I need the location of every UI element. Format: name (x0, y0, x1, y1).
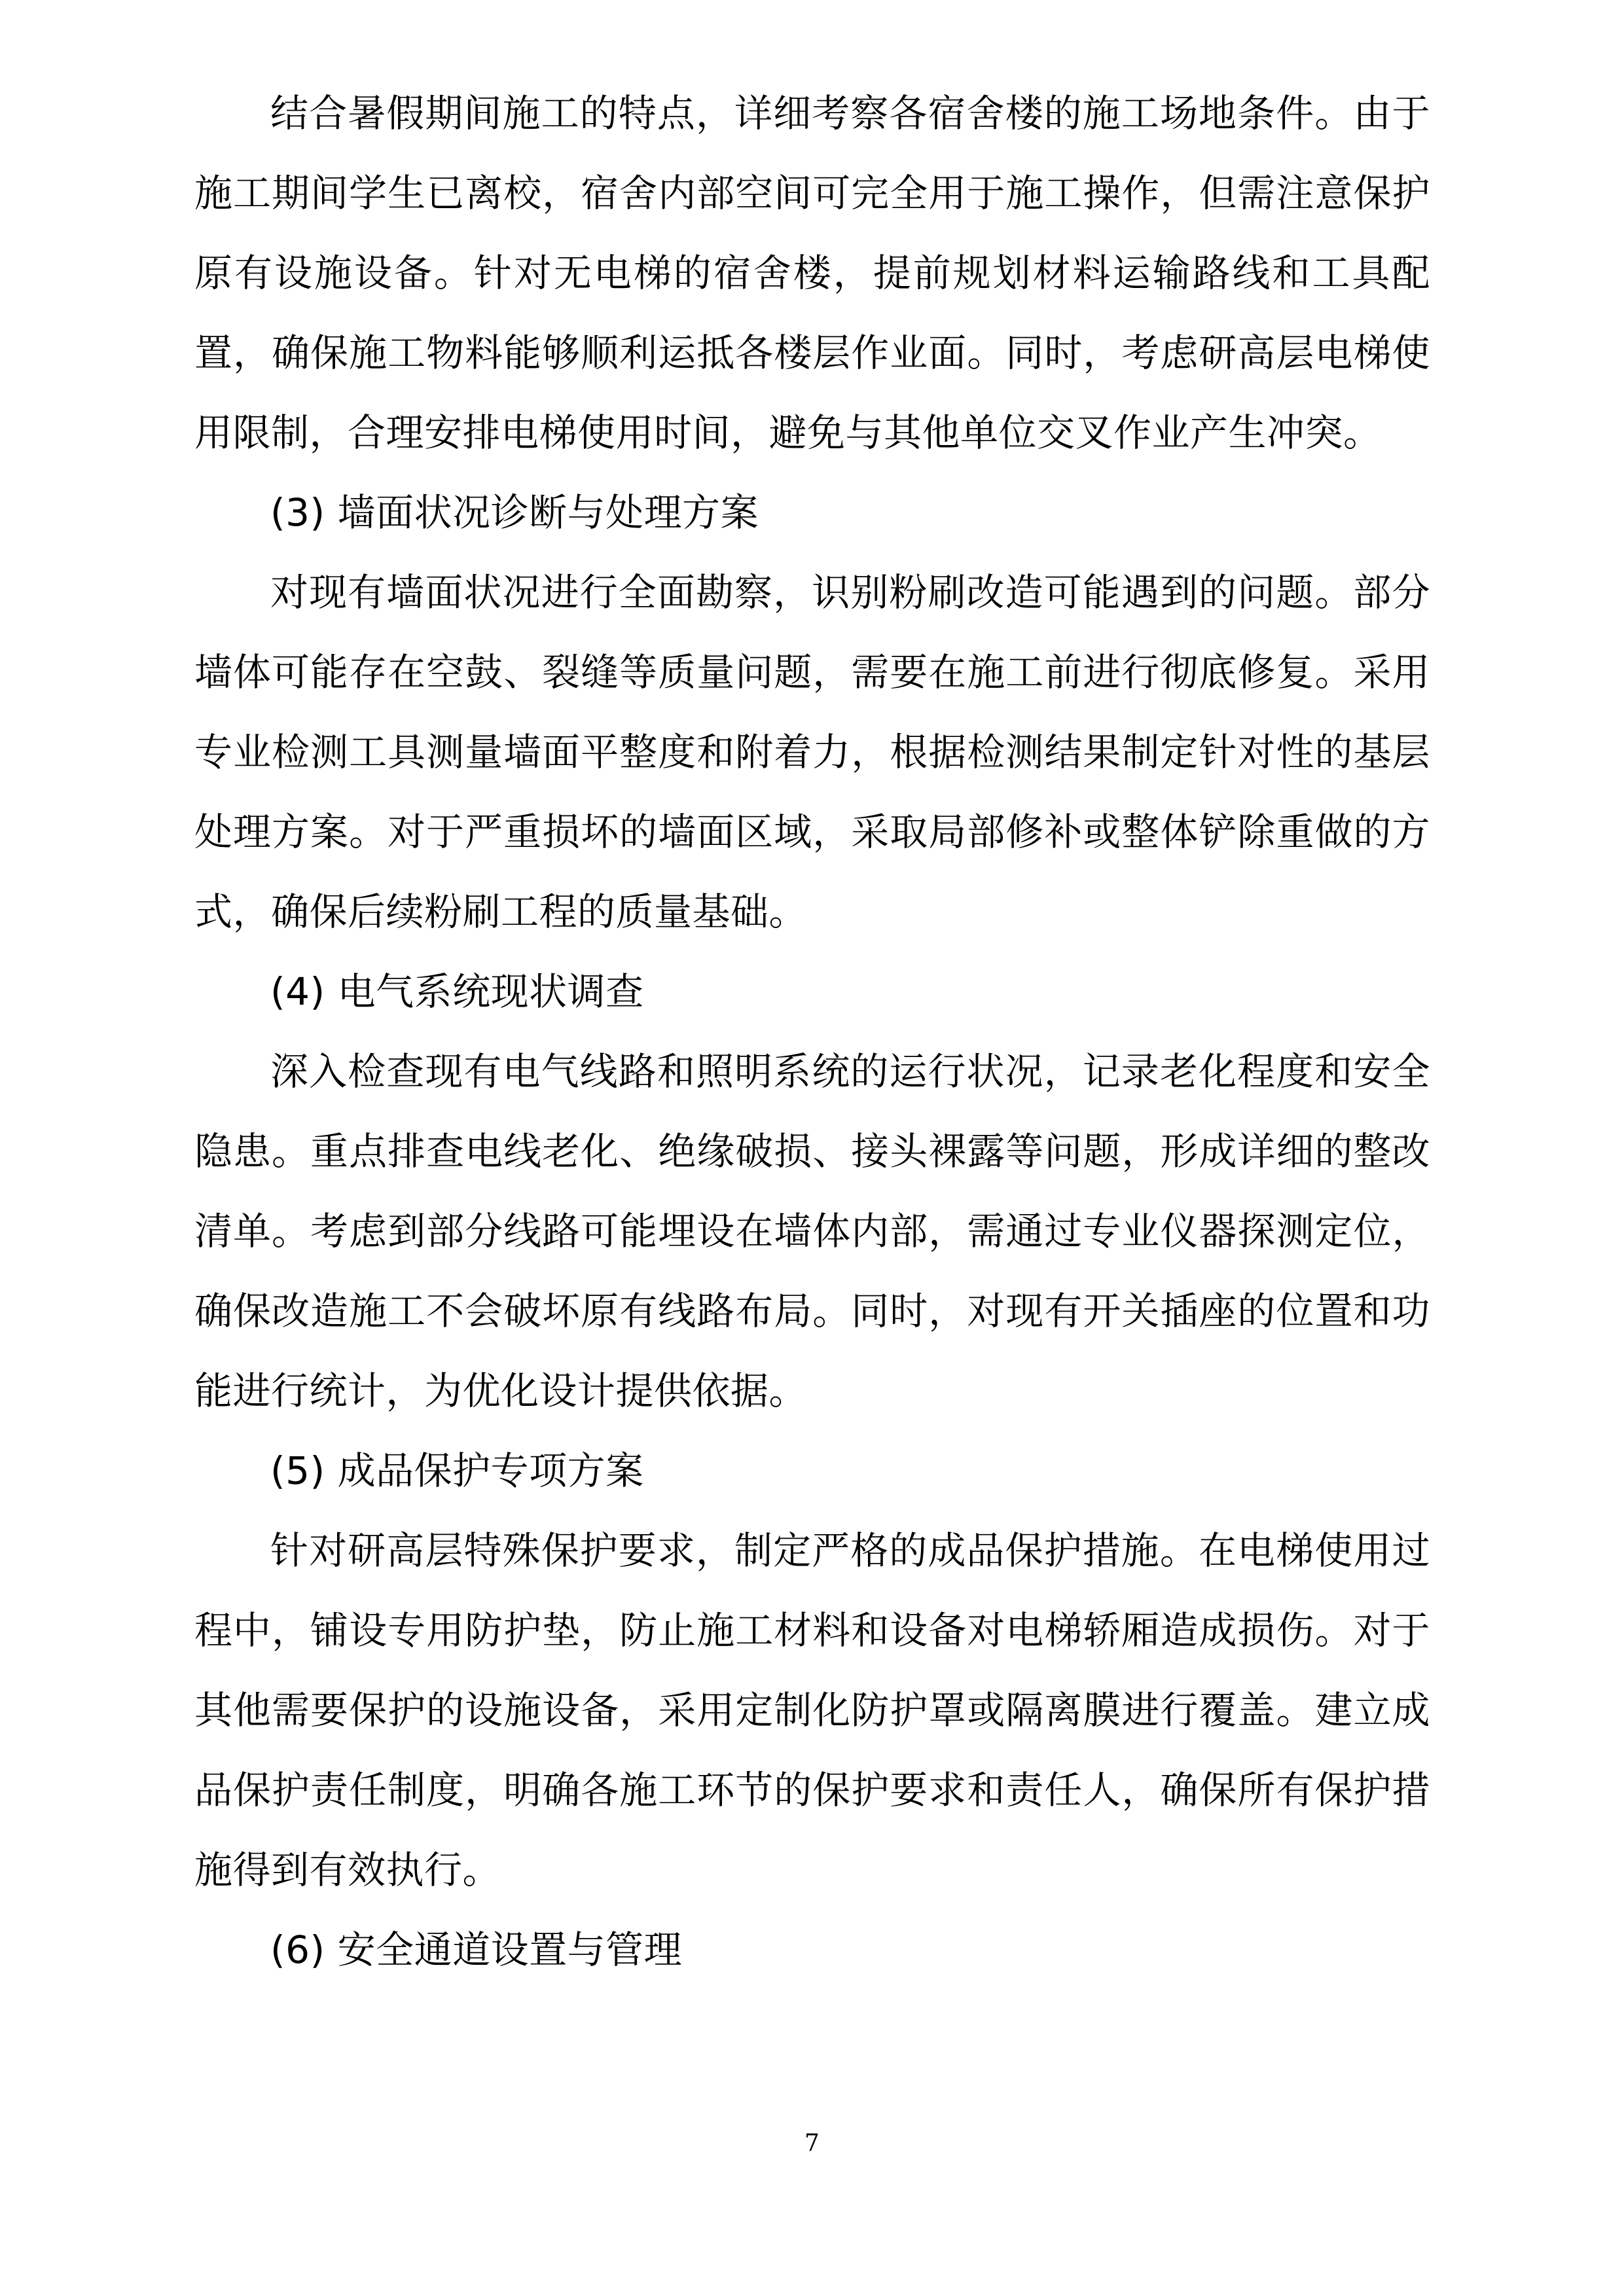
page-number: 7 (804, 2130, 820, 2157)
section-heading-6: (6) 安全通道设置与管理 (270, 1928, 683, 1972)
section-heading-5: (5) 成品保护专项方案 (270, 1448, 644, 1493)
paragraph-wall-diagnosis: 对现有墙面状况进行全面勘察，识别粉刷改造可能遇到的问题。部分墙体可能存在空鼓、裂缝等质量问题，需要在施工前进行彻底修复。采用专业检测工具测量墙面平整度和附着力，根据检测结果制定针对性的基层处理方案。对于严重损坏的墙面区域，采取局部修补或整体铲除重做的方式，确保后续粉刷工程的质量基础。 (194, 570, 1430, 934)
paragraph-electrical-survey: 深入检查现有电气线路和照明系统的运行状况，记录老化程度和安全隐患。重点排查电线老化、绝缘破损、接头裸露等问题，形成详细的整改清单。考虑到部分线路可能埋设在墙体内部，需通过专业仪器探测定位，确保改造施工不会破坏原有线路布局。同时，对现有开关插座的位置和功能进行统计，为优化设计提供依据。 (194, 1049, 1430, 1413)
document-body (194, 73, 1430, 1990)
paragraph-product-protection: 针对研高层特殊保护要求，制定严格的成品保护措施。在电梯使用过程中，铺设专用防护垫，防止施工材料和设备对电梯轿厢造成损伤。对于其他需要保护的设施设备，采用定制化防护罩或隔离膜进行覆盖。建立成品保护责任制度，明确各施工环节的保护要求和责任人，确保所有保护措施得到有效执行。 (194, 1528, 1430, 1892)
section-heading-3: (3) 墙面状况诊断与处理方案 (270, 490, 759, 535)
paragraph-site-conditions: 结合暑假期间施工的特点，详细考察各宿舍楼的施工场地条件。由于施工期间学生已离校，宿舍内部空间可完全用于施工操作，但需注意保护原有设施设备。针对无电梯的宿舍楼，提前规划材料运输路线和工具配置，确保施工物料能够顺利运抵各楼层作业面。同时，考虑研高层电梯使用限制，合理安排电梯使用时间，避免与其他单位交叉作业产生冲突。 (194, 91, 1430, 455)
section-heading-4: (4) 电气系统现状调查 (270, 969, 644, 1014)
